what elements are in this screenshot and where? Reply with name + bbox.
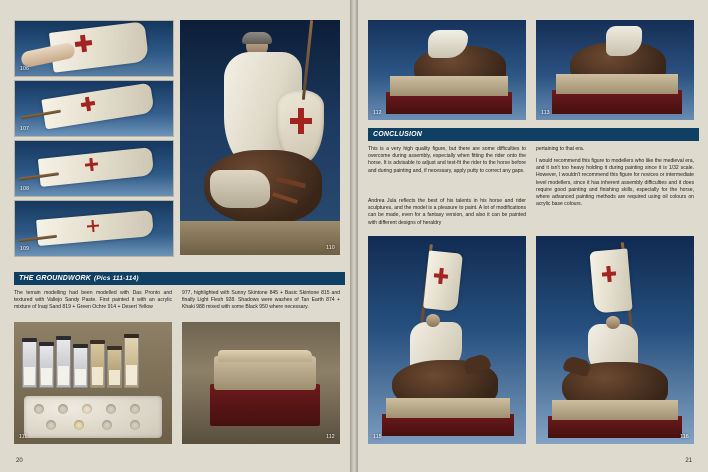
- section-pics: (Pics 111-114): [94, 275, 139, 282]
- section-heading-groundwork: [14, 272, 345, 285]
- folio-right: 21: [685, 458, 692, 464]
- photo-110: [180, 20, 340, 255]
- photo-caption: 113: [541, 110, 550, 116]
- right-column-1: This is a very high quality figure, but there are some difficulties to overcome during assembly, especially when fitting the rider onto the horse. It is advisable to adjust and test-fit the rider to the horse before and during painting and, if necessary, apply putty to correct any gaps.: [368, 146, 526, 174]
- photo-109: [14, 200, 174, 257]
- photo-108: [14, 140, 174, 197]
- photo-caption: 107: [20, 126, 30, 132]
- photo-113: [536, 20, 694, 120]
- photo-caption: 106: [20, 66, 30, 72]
- section-title: THE GROUNDWORK: [19, 275, 92, 282]
- photo-112: [368, 20, 526, 120]
- photo-caption: 111: [19, 434, 28, 440]
- photo-caption: 112: [373, 110, 382, 116]
- photo-groundwork-base: [182, 322, 340, 444]
- right-column-2: pertaining to that era.: [536, 146, 585, 152]
- mixing-palette: [24, 396, 162, 438]
- right-page: [354, 0, 708, 472]
- section-title: CONCLUSION: [373, 131, 423, 138]
- photo-caption: 116: [680, 434, 689, 440]
- photo-caption: 108: [20, 186, 30, 192]
- paint-pots-row: [22, 338, 139, 388]
- photo-111: [14, 322, 172, 444]
- folio-left: 20: [16, 458, 23, 464]
- photo-106: [14, 20, 174, 77]
- photo-107: [14, 80, 174, 137]
- right-column-2b: I would recommend this figure to modellers who like the medieval era, and it isn't too heavy holding it during painting since it is 1/32 scale. However, I wouldn't recommend this figure for novices or intermediate level modellers, since it has inherent assembly difficulties and it does require good painting and finishing skills, especially for the horse, where advanced painting methods are required using oil colours on acrylic base colours.: [536, 158, 694, 208]
- section-heading-conclusion: [368, 128, 699, 141]
- photo-115: [368, 236, 526, 444]
- left-column-2: 977, highlighted with Sunny Skintone 845 + Basic Skintone 815 and finally Light Flesh 928. Shadows were washes of Tan Earth 874 + Khaki 988 mixed with some Black 950 where necessary.: [182, 290, 340, 311]
- right-column-1b: Andrea Jula reflects the best of his talents in his horse and rider sculptures, and the model is a pleasure to paint. A lot of modifications can be made, even for a fantasy version, and also it can be painted with different designs of heraldry: [368, 198, 526, 226]
- photo-116: [536, 236, 694, 444]
- photo-caption: 115: [373, 434, 382, 440]
- left-column-1: The terrain modelling had been modelled with Das Pronto and textured with Vallejo Sandy Paste. First painted it with an acrylic mixture of Iraqi Sand 819 + Green Ochre 914 + Desert Yellow: [14, 290, 172, 311]
- photo-caption: 109: [20, 246, 30, 252]
- photo-caption: 110: [326, 245, 335, 251]
- photo-caption: 112: [326, 434, 335, 440]
